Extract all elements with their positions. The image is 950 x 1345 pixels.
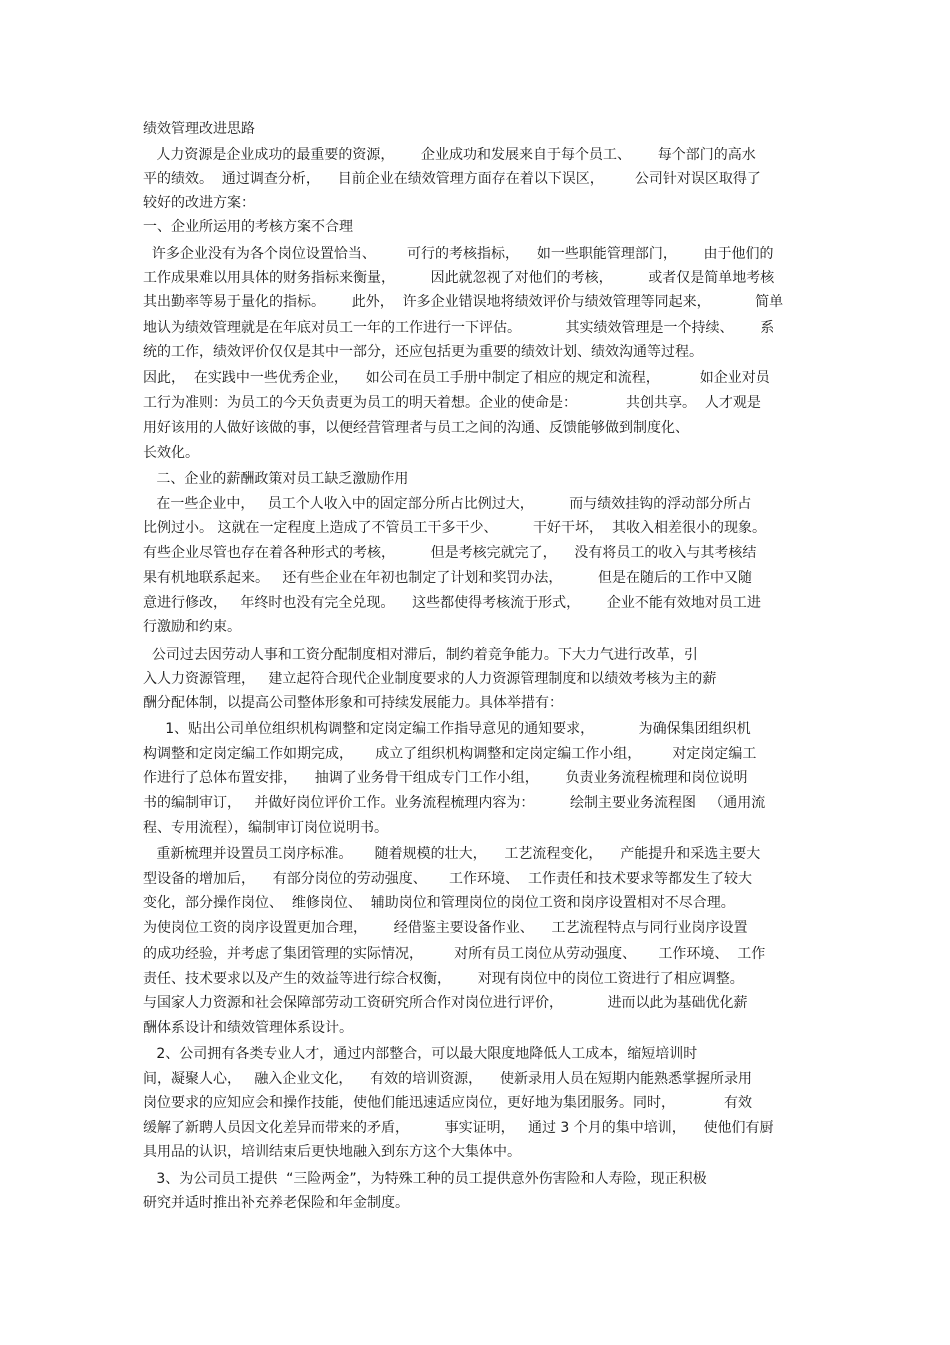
text-line: 用好该用的人做好该做的事，以便经营管理者与员工之间的沟通、反馈能够做到制度化、 xyxy=(143,420,689,436)
text-line: 重新梳理并设置员工岗序标准。 随着规模的壮大， 工艺流程变化， 产能提升和采选主要大 xyxy=(143,846,761,862)
text-line: 果有机地联系起来。 还有些企业在年初也制定了计划和奖罚办法， 但是在随后的工作中又随 xyxy=(143,570,752,586)
text-line: 间，凝聚人心， 融入企业文化， 有效的培训资源， 使新录用人员在短期内能熟悉掌握所录用 xyxy=(143,1071,752,1087)
text-line: 入人力资源管理， 建立起符合现代企业制度要求的人力资源管理制度和以绩效考核为主的薪 xyxy=(143,671,717,687)
text-line: 的成功经验，并考虑了集团管理的实际情况， 对所有员工岗位从劳动强度、 工作环境、 工作 xyxy=(143,946,766,962)
text-line: 工行为准则：为员工的今天负责更为员工的明天着想。企业的使命是： 共创共享。 人才观是 xyxy=(143,395,761,411)
text-line: 许多企业没有为各个岗位设置恰当、 可行的考核指标， 如一些职能管理部门， 由于他们的 xyxy=(143,246,774,262)
text-line: 与国家人力资源和社会保障部劳动工资研究所合作对岗位进行评价， 进而以此为基础优化薪 xyxy=(143,995,748,1011)
text-line: 书的编制审订， 并做好岗位评价工作。业务流程梳理内容为： 绘制主要业务流程图 （通用流 xyxy=(143,795,766,811)
text-line: 统的工作，绩效评价仅仅是其中一部分，还应包括更为重要的绩效计划、绩效沟通等过程。 xyxy=(143,344,703,360)
text-line: 工作成果难以用具体的财务指标来衡量， 因此就忽视了对他们的考核， 或者仅是简单地考核 xyxy=(143,270,775,286)
text-line: 因此， 在实践中一些优秀企业， 如公司在员工手册中制定了相应的规定和流程， 如企业对员 xyxy=(143,370,770,386)
text-line: 构调整和定岗定编工作如期完成， 成立了组织机构调整和定岗定编工作小组， 对定岗定编工 xyxy=(143,746,757,762)
text-line: 岗位要求的应知应会和操作技能，使他们能迅速适应岗位，更好地为集团服务。同时， 有效 xyxy=(143,1095,752,1111)
text-line: 型设备的增加后， 有部分岗位的劳动强度、 工作环境、 工作责任和技术要求等都发生了较大 xyxy=(143,871,752,887)
section-heading: 二、企业的薪酬政策对员工缺乏激励作用 xyxy=(143,471,409,487)
text-line: 1、贴出公司单位组织机构调整和定岗定编工作指导意见的通知要求， 为确保集团组织机 xyxy=(143,721,751,737)
text-line: 地认为绩效管理就是在年底对员工一年的工作进行一下评估。 其实绩效管理是一个持续、 系 xyxy=(143,320,775,336)
section-heading: 一、企业所运用的考核方案不合理 xyxy=(143,219,353,235)
text-line: 具用品的认识，培训结束后更快地融入到东方这个大集体中。 xyxy=(143,1144,521,1160)
text-line: 作进行了总体布置安排， 抽调了业务骨干组成专门工作小组， 负责业务流程梳理和岗位说明 xyxy=(143,770,748,786)
text-line: 公司过去因劳动人事和工资分配制度相对滞后，制约着竞争能力。下大力气进行改革，引 xyxy=(143,647,698,663)
text-line: 责任、技术要求以及产生的效益等进行综合权衡， 对现有岗位中的岗位工资进行了相应调整。 xyxy=(143,971,744,987)
text-line: 程、专用流程），编制审订岗位说明书。 xyxy=(143,820,388,836)
text-line: 在一些企业中， 员工个人收入中的固定部分所占比例过大， 而与绩效挂钩的浮动部分所占 xyxy=(143,496,752,512)
text-line: 有些企业尽管也存在着各种形式的考核， 但是考核完就完了， 没有将员工的收入与其考核结 xyxy=(143,545,757,561)
text-line: 3、为公司员工提供 “三险两金”，为特殊工种的员工提供意外伤害险和人寿险，现正积极 xyxy=(143,1171,707,1187)
text-line: 行激励和约束。 xyxy=(143,619,241,635)
text-line: 为使岗位工资的岗序设置更加合理， 经借鉴主要设备作业、 工艺流程特点与同行业岗序设置 xyxy=(143,920,748,936)
text-line: 研究并适时推出补充养老保险和年金制度。 xyxy=(143,1195,409,1211)
text-line: 人力资源是企业成功的最重要的资源， 企业成功和发展来自于每个员工、 每个部门的高水 xyxy=(143,147,756,163)
text-line: 缓解了新聘人员因文化差异而带来的矛盾， 事实证明， 通过 3 个月的集中培训， 使他们有厨 xyxy=(143,1120,774,1136)
text-line: 比例过小。 这就在一定程度上造成了不管员工干多干少、 干好干坏， 其收入相差很小的现象。 xyxy=(143,520,766,536)
text-line: 酬体系设计和绩效管理体系设计。 xyxy=(143,1020,353,1036)
text-line: 长效化。 xyxy=(143,445,199,461)
text-line: 酬分配体制，以提高公司整体形象和可持续发展能力。具体举措有： xyxy=(143,695,563,711)
text-line: 2、公司拥有各类专业人才，通过内部整合，可以最大限度地降低人工成本，缩短培训时 xyxy=(143,1046,698,1062)
text-line: 平的绩效。 通过调查分析， 目前企业在绩效管理方面存在着以下误区， 公司针对误区取得了 xyxy=(143,171,761,187)
doc-title: 绩效管理改进思路 xyxy=(143,121,255,137)
text-line: 较好的改进方案： xyxy=(143,195,255,211)
text-line: 变化，部分操作岗位、 维修岗位、 辅助岗位和管理岗位的岗位工资和岗序设置相对不尽合理。 xyxy=(143,895,735,911)
text-line: 其出勤率等易于量化的指标。 此外， 许多企业错误地将绩效评价与绩效管理等同起来， 简单 xyxy=(143,294,784,310)
text-line: 意进行修改， 年终时也没有完全兑现。 这些都使得考核流于形式， 企业不能有效地对员工进 xyxy=(143,595,761,611)
